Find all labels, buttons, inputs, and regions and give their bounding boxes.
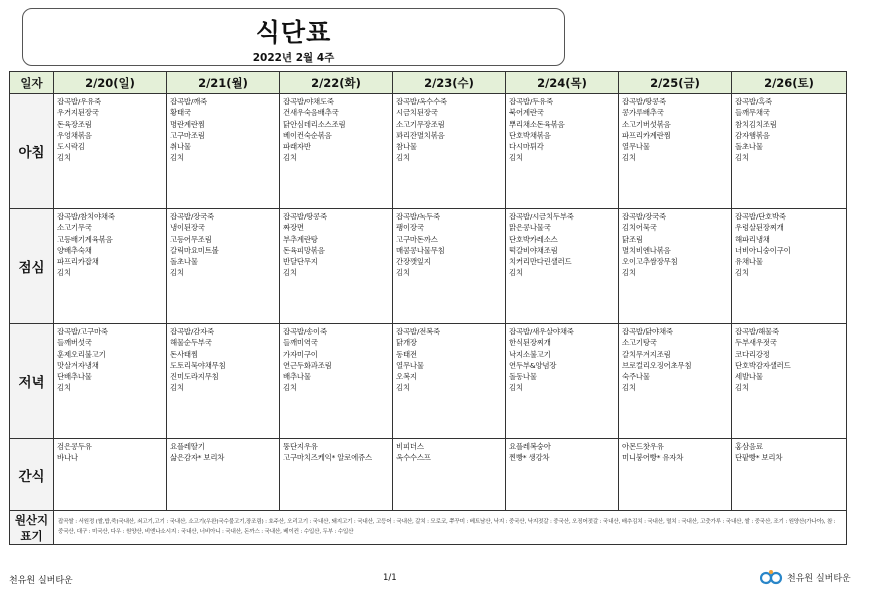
menu-item: 김치 (396, 383, 410, 393)
meal-row (10, 324, 847, 439)
page-subtitle: 2022년 2월 4주 (252, 52, 335, 64)
meal-label: 점심 (10, 209, 54, 324)
menu-item: 잡곡밥/두유죽 (509, 97, 553, 106)
menu-item: 낙지소불고기 (509, 349, 551, 359)
menu-item: 김치 (57, 268, 71, 278)
menu-item: 두부새우젓국 (735, 338, 777, 348)
meal-row (10, 94, 847, 209)
menu-item: 참나물 (396, 142, 417, 152)
menu-item: 갈릭마요미트볼 (170, 245, 219, 255)
menu-item: 우렁살된장찌개 (735, 223, 784, 233)
menu-item: 우엉채볶음 (57, 130, 92, 140)
menu-item: 김치 (170, 268, 184, 278)
menu-cell (167, 439, 280, 511)
menu-cell (280, 209, 393, 324)
menu-item: 돈육장조림 (57, 119, 92, 129)
menu-cell (506, 209, 619, 324)
menu-item: 잡곡밥/깨죽 (170, 97, 207, 106)
menu-item: 요플레딸기 (170, 442, 205, 451)
footer-org-name: 천유원 실버타운 (9, 576, 73, 586)
menu-item: 김치 (509, 268, 523, 278)
menu-item: 닭안심데리소스조림 (283, 119, 346, 129)
menu-item: 열무나물 (622, 142, 650, 152)
page-title: 식단표 (255, 18, 332, 47)
menu-item: 검은콩두유 (57, 442, 92, 451)
menu-item: 김치 (57, 153, 71, 163)
menu-item: 도토리묵야채무침 (170, 360, 226, 370)
menu-item: 소고기무국 (57, 223, 92, 233)
menu-item: 김치 (622, 268, 636, 278)
menu-item: 잡곡밥/흑죽 (735, 97, 772, 106)
menu-cell (54, 209, 167, 324)
menu-item: 잡곡밥/고구마죽 (57, 327, 108, 336)
menu-item: 맛살겨자냉채 (57, 360, 99, 370)
menu-item: 돈사태찜 (170, 349, 198, 359)
menu-item: 김치 (396, 268, 410, 278)
cheonyuwon-logo-icon (760, 569, 784, 585)
menu-item: 파프리카잡채 (57, 257, 99, 267)
menu-item: 잡곡밥/새우살야채죽 (509, 327, 574, 336)
menu-item: 고구마조림 (170, 130, 205, 140)
menu-item: 잡곡밥/옥수수죽 (396, 97, 447, 106)
menu-item: 고등어무조림 (170, 234, 212, 244)
menu-item: 꽈리잔멸치볶음 (396, 130, 445, 140)
menu-item: 잡곡밥/닭야채죽 (622, 327, 673, 336)
menu-cell (506, 439, 619, 511)
menu-item: 김치 (735, 383, 749, 393)
menu-item: 브로컬리오징어초무침 (622, 360, 692, 370)
menu-item: 유채나물 (735, 257, 763, 267)
menu-item: 바나나 (57, 453, 78, 463)
meal-label: 저녁 (10, 324, 54, 439)
menu-item: 돌동나물 (509, 372, 537, 382)
menu-item: 단호박감자샐러드 (735, 360, 791, 370)
menu-item: 고등배기계육볶음 (57, 234, 113, 244)
menu-item: 잡곡밥/시금치두부죽 (509, 212, 574, 221)
menu-item: 김치 (622, 153, 636, 163)
menu-item: 북어계란국 (509, 108, 544, 118)
menu-item: 숙주나물 (622, 372, 650, 382)
menu-item: 배추나물 (283, 372, 311, 382)
menu-item: 닭조림 (622, 234, 643, 244)
menu-item: 황태국 (170, 108, 191, 118)
menu-item: 세발나물 (735, 372, 763, 382)
corner-label: 일자 (10, 72, 54, 94)
menu-cell (506, 324, 619, 439)
origin-row (10, 511, 847, 545)
menu-item: 김치 (396, 153, 410, 163)
menu-item: 찐빵* 생강차 (509, 453, 550, 463)
menu-item: 홍삼음료 (735, 442, 763, 451)
menu-item: 비피더스 (396, 442, 424, 451)
menu-item: 열무나물 (396, 360, 424, 370)
menu-item: 김치 (283, 383, 297, 393)
menu-item: 고구마돈까스 (396, 234, 438, 244)
menu-cell (619, 324, 732, 439)
page-number: 1/1 (383, 573, 397, 583)
date-header: 2/25(금) (619, 72, 732, 94)
menu-item: 김치 (735, 268, 749, 278)
menu-item: 김치 (622, 383, 636, 393)
menu-cell (167, 324, 280, 439)
menu-item: 뿌리채소돈육볶음 (509, 119, 565, 129)
menu-item: 떡갈비야채조림 (509, 245, 558, 255)
snack-row (10, 439, 847, 511)
menu-item: 돌초나물 (735, 142, 763, 152)
menu-item: 반달단무지 (283, 257, 318, 267)
menu-item: 닭개장 (396, 338, 417, 348)
menu-item: 해파리냉채 (735, 234, 770, 244)
menu-item: 요플레복숭아 (509, 442, 551, 451)
menu-item: 잡곡밥/장국죽 (170, 212, 214, 221)
menu-item: 파프리카계란찜 (622, 130, 671, 140)
menu-item: 소고기무장조림 (396, 119, 445, 129)
menu-item: 해물순두부국 (170, 338, 212, 348)
menu-item: 뚱단지우유 (283, 442, 318, 451)
menu-item: 팽이장국 (396, 223, 424, 233)
meal-label: 간식 (10, 439, 54, 511)
menu-item: 연두부&양념장 (509, 360, 557, 370)
menu-item: 돌초나물 (170, 257, 198, 267)
menu-item: 김치 (283, 153, 297, 163)
menu-item: 단호박채볶음 (509, 130, 551, 140)
menu-item: 부추계란탕 (283, 234, 318, 244)
menu-cell (280, 439, 393, 511)
menu-item: 콩가루배추국 (622, 108, 664, 118)
footer-logo-text: 천유원 실버타운 (787, 573, 851, 584)
menu-item: 김치 (57, 383, 71, 393)
menu-item: 잡곡밥/해물죽 (735, 327, 779, 336)
menu-item: 건새우숙음배추국 (283, 108, 339, 118)
menu-item: 단팥빵* 보리차 (735, 453, 783, 463)
menu-item: 잡곡밥/참치야채죽 (57, 212, 115, 221)
origin-text: 잡곡쌀 : 서원정 (쌀,밥,죽)국내산, 쇠고기,고기 : 국내산, 소고기(우완)국수불고기,장조림) : 호주산, 오리고기 : 국내산, 돼지고기 : 국내산, 고등어 : 국내산, 갈치 : 모로코, 쭈꾸미 : 베트남산, 낙지 : 중국산, 낙지젓갈 : 중국산, 오징어젓갈 : 국내산, 배추김치 : 국내산, 멸치 : 국내산, 고춧가루 : 국내산, 쌀 : 중국산, 조기 : 원양산(가나아), 참 : 중국산, 대구 : 미국산, 다우 : 원양산, 비엔나소시지 : 국내산, 너비아니 : 국내산, 돈까스 : 국내산, 베이컨 : 수입산, 두부 : 수입산 (54, 511, 847, 545)
menu-cell (393, 209, 506, 324)
menu-item: 다시마튀각 (509, 142, 544, 152)
menu-item: 잡곡밥/전복죽 (396, 327, 440, 336)
menu-cell (280, 94, 393, 209)
date-header: 2/22(화) (280, 72, 393, 94)
date-header: 2/24(목) (506, 72, 619, 94)
menu-item: 도시락김 (57, 142, 85, 152)
menu-item: 들깨버섯국 (57, 338, 92, 348)
menu-item: 오복지 (396, 372, 417, 382)
menu-item: 김치 (170, 153, 184, 163)
meal-row (10, 209, 847, 324)
menu-item: 김치어묵국 (622, 223, 657, 233)
menu-item: 감자햄볶음 (735, 130, 770, 140)
menu-item: 잡곡밥/송이죽 (283, 327, 327, 336)
menu-item: 참치김치조림 (735, 119, 777, 129)
menu-item: 가자미구이 (283, 349, 318, 359)
menu-item: 잡곡밥/땅콩죽 (283, 212, 327, 221)
menu-item: 갈치무겨지조림 (622, 349, 671, 359)
menu-item: 취나물 (170, 142, 191, 152)
menu-item: 파래자반 (283, 142, 311, 152)
menu-item: 코다리강정 (735, 349, 770, 359)
menu-cell (732, 209, 847, 324)
menu-cell (54, 324, 167, 439)
menu-item: 동태전 (396, 349, 417, 359)
menu-item: 아몬드찻우유 (622, 442, 664, 451)
menu-item: 소고기버섯볶음 (622, 119, 671, 129)
menu-item: 고구마치즈케익* 알로에쥬스 (283, 453, 372, 463)
menu-item: 시금치된장국 (396, 108, 438, 118)
menu-item: 단배추나물 (57, 372, 92, 382)
menu-item: 우거지된장국 (57, 108, 99, 118)
menu-item: 잡곡밥/녹두죽 (396, 212, 440, 221)
menu-cell (393, 94, 506, 209)
menu-cell (393, 324, 506, 439)
date-header: 2/26(토) (732, 72, 847, 94)
menu-cell (280, 324, 393, 439)
origin-label: 원산지 표기 (10, 511, 54, 545)
menu-cell (732, 94, 847, 209)
menu-item: 간장깻잎지 (396, 257, 431, 267)
menu-cell (619, 209, 732, 324)
menu-item: 잡곡밥/장국죽 (622, 212, 666, 221)
meal-label: 아침 (10, 94, 54, 209)
menu-cell (167, 94, 280, 209)
footer-logo (760, 568, 851, 586)
date-header: 2/23(수) (393, 72, 506, 94)
menu-item: 잡곡밥/우유죽 (57, 97, 101, 106)
menu-item: 김치 (735, 153, 749, 163)
menu-cell (619, 94, 732, 209)
menu-item: 냉이된장국 (170, 223, 205, 233)
menu-cell (732, 324, 847, 439)
menu-item: 김치 (170, 383, 184, 393)
menu-item: 베이컨숙순볶음 (283, 130, 332, 140)
menu-item: 옥수수스프 (396, 453, 431, 463)
menu-item: 김치 (509, 153, 523, 163)
menu-item: 훈제오리불고기 (57, 349, 106, 359)
menu-item: 잡곡밥/땅콩죽 (622, 97, 666, 106)
menu-item: 치커리만다린샐러드 (509, 257, 572, 267)
menu-item: 미니붕어빵* 유자차 (622, 453, 684, 463)
menu-cell (619, 439, 732, 511)
menu-cell (506, 94, 619, 209)
menu-item: 너비아니숭이구이 (735, 245, 791, 255)
menu-item: 잡곡밥/단호박죽 (735, 212, 786, 221)
menu-item: 멸치비엔나볶음 (622, 245, 671, 255)
menu-cell (167, 209, 280, 324)
menu-item: 소고기탕국 (622, 338, 657, 348)
date-header: 2/20(일) (54, 72, 167, 94)
menu-item: 삶은감자* 보리차 (170, 453, 225, 463)
menu-item: 맑은콩나물국 (509, 223, 551, 233)
menu-cell (732, 439, 847, 511)
menu-item: 잡곡밥/감자죽 (170, 327, 214, 336)
menu-cell (393, 439, 506, 511)
menu-cell (54, 94, 167, 209)
title-box (22, 8, 565, 66)
menu-item: 연근두화과조림 (283, 360, 332, 370)
meal-plan-table (9, 71, 847, 545)
menu-item: 들깨미역국 (283, 338, 318, 348)
menu-item: 명란계란찜 (170, 119, 205, 129)
menu-item: 잡곡밥/야채도죽 (283, 97, 334, 106)
date-header-row (10, 72, 847, 94)
menu-item: 한식된장찌개 (509, 338, 551, 348)
menu-item: 매콤콩나물무침 (396, 245, 445, 255)
menu-cell (54, 439, 167, 511)
menu-item: 김치 (509, 383, 523, 393)
menu-item: 양배추숙채 (57, 245, 92, 255)
menu-item: 들깨무채국 (735, 108, 770, 118)
menu-item: 단호박카레소스 (509, 234, 558, 244)
menu-item: 돈육피망볶음 (283, 245, 325, 255)
menu-item: 김치 (283, 268, 297, 278)
date-header: 2/21(월) (167, 72, 280, 94)
menu-item: 오이고추쌈장무침 (622, 257, 678, 267)
menu-item: 짜장면 (283, 223, 304, 233)
menu-item: 진미도라지무침 (170, 372, 219, 382)
